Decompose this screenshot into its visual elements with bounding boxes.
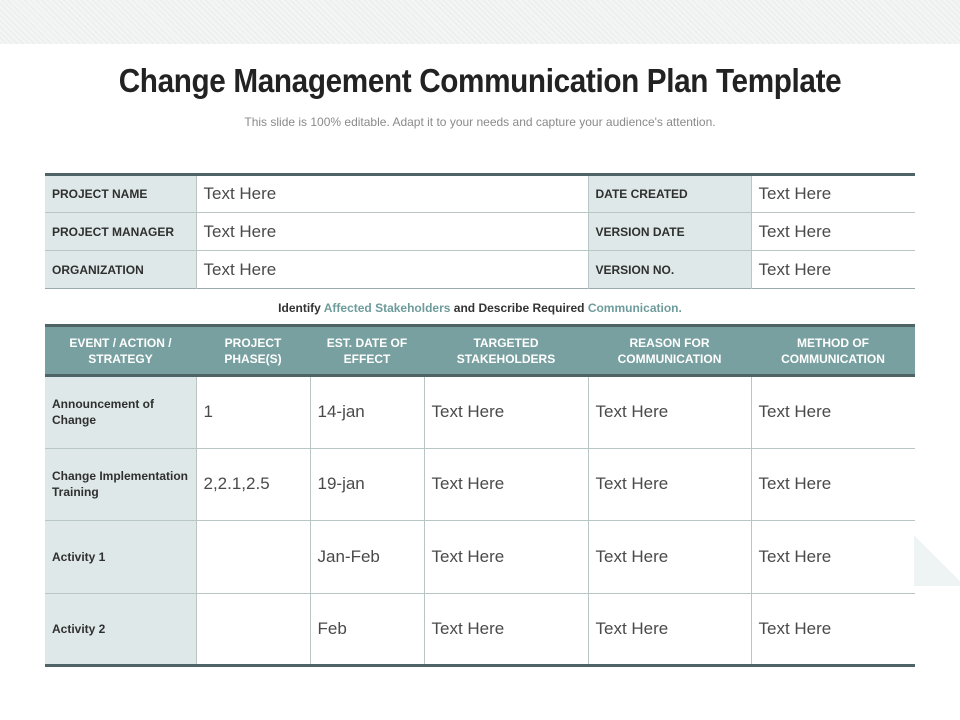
project-manager-label: PROJECT MANAGER bbox=[45, 213, 196, 251]
stakeholders-cell[interactable]: Text Here bbox=[424, 376, 588, 449]
header-method-of-communication: METHOD OF COMMUNICATION bbox=[751, 326, 915, 376]
method-cell[interactable]: Text Here bbox=[751, 448, 915, 521]
version-date-value[interactable]: Text Here bbox=[751, 213, 915, 251]
date-cell[interactable]: Jan-Feb bbox=[310, 521, 424, 594]
date-created-value[interactable]: Text Here bbox=[751, 175, 915, 213]
event-cell: Activity 1 bbox=[45, 521, 196, 594]
table-row bbox=[45, 448, 915, 521]
header-targeted-stakeholders: TARGETED STAKEHOLDERS bbox=[424, 326, 588, 376]
event-cell: Change Implementation Training bbox=[45, 448, 196, 521]
info-row-project-manager bbox=[45, 213, 915, 251]
phase-cell[interactable]: 1 bbox=[196, 376, 310, 449]
date-cell[interactable]: Feb bbox=[310, 593, 424, 666]
phase-cell[interactable] bbox=[196, 593, 310, 666]
header-event-action-strategy: EVENT / ACTION / STRATEGY bbox=[45, 326, 196, 376]
method-cell[interactable]: Text Here bbox=[751, 376, 915, 449]
reason-cell[interactable]: Text Here bbox=[588, 376, 751, 449]
event-cell: Activity 2 bbox=[45, 593, 196, 666]
stakeholders-cell[interactable]: Text Here bbox=[424, 448, 588, 521]
method-cell[interactable]: Text Here bbox=[751, 521, 915, 594]
top-decorative-band bbox=[0, 0, 960, 44]
project-name-value[interactable]: Text Here bbox=[196, 175, 588, 213]
header-reason-for-communication: REASON FOR COMMUNICATION bbox=[588, 326, 751, 376]
table-row bbox=[45, 376, 915, 449]
stakeholders-cell[interactable]: Text Here bbox=[424, 521, 588, 594]
project-name-label: PROJECT NAME bbox=[45, 175, 196, 213]
project-manager-value[interactable]: Text Here bbox=[196, 213, 588, 251]
version-date-label: VERSION DATE bbox=[588, 213, 751, 251]
plan-header-row bbox=[45, 326, 915, 376]
header-est-date-of-effect: EST. DATE OF EFFECT bbox=[310, 326, 424, 376]
reason-cell[interactable]: Text Here bbox=[588, 593, 751, 666]
table-row bbox=[45, 521, 915, 594]
page-title: Change Management Communication Plan Template bbox=[118, 62, 842, 99]
date-cell[interactable]: 19-jan bbox=[310, 448, 424, 521]
reason-cell[interactable]: Text Here bbox=[588, 448, 751, 521]
reason-cell[interactable]: Text Here bbox=[588, 521, 751, 594]
communication-plan-table bbox=[45, 324, 915, 667]
identify-accent-communication: Communication. bbox=[587, 301, 682, 315]
info-row-organization bbox=[45, 251, 915, 289]
table-row bbox=[45, 593, 915, 666]
date-created-label: DATE CREATED bbox=[588, 175, 751, 213]
page-subtitle: This slide is 100% editable. Adapt it to your needs and capture your audience's attention. bbox=[244, 115, 716, 129]
version-no-label: VERSION NO. bbox=[588, 251, 751, 289]
method-cell[interactable]: Text Here bbox=[751, 593, 915, 666]
phase-cell[interactable] bbox=[196, 521, 310, 594]
phase-cell[interactable]: 2,2.1,2.5 bbox=[196, 448, 310, 521]
organization-label: ORGANIZATION bbox=[45, 251, 196, 289]
version-no-value[interactable]: Text Here bbox=[751, 251, 915, 289]
header-project-phases: PROJECT PHASE(S) bbox=[196, 326, 310, 376]
identify-accent-stakeholders: Affected Stakeholders bbox=[323, 301, 451, 315]
organization-value[interactable]: Text Here bbox=[196, 251, 588, 289]
event-cell: Announcement of Change bbox=[45, 376, 196, 449]
identify-text-2: and Describe Required bbox=[450, 301, 588, 315]
date-cell[interactable]: 14-jan bbox=[310, 376, 424, 449]
identify-text-1: Identify bbox=[278, 301, 324, 315]
stakeholders-cell[interactable]: Text Here bbox=[424, 593, 588, 666]
corner-decoration bbox=[914, 530, 960, 586]
identify-instruction bbox=[0, 301, 960, 315]
info-row-project-name bbox=[45, 175, 915, 213]
project-info-table bbox=[45, 173, 915, 289]
